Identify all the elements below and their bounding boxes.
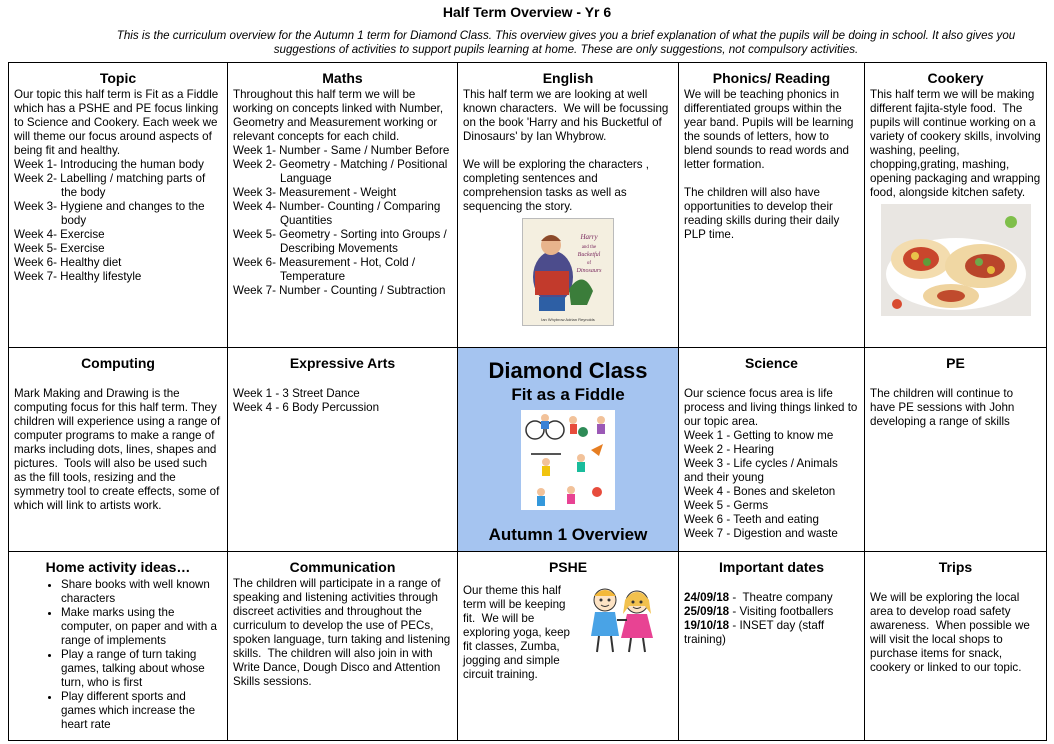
home-activity-list — [14, 578, 222, 732]
trips-heading: Trips — [938, 559, 973, 575]
topic-heading: Topic — [99, 70, 137, 86]
english-cell — [458, 63, 679, 348]
pshe-heading: PSHE — [548, 559, 588, 575]
pshe-text: Our theme this half term will be keeping fit. We will be exploring yoga, keep fit classes, Zumba, jogging and simple circuit training. — [463, 584, 574, 681]
trips-text: We will be exploring the local area to develop road safety awareness. When possible we will visit the local shops to purchase items for snack, cookery or linked to our topic. — [870, 591, 1034, 674]
svg-text:Dinosaurs: Dinosaurs — [576, 268, 602, 274]
date-row — [684, 591, 859, 605]
science-week: Week 5 - Germs — [684, 499, 769, 512]
home-activity-heading: Home activity ideas… — [45, 559, 191, 575]
topic-cell — [9, 63, 228, 348]
science-week: Week 7 - Digestion and waste — [684, 527, 838, 540]
phonics-cell — [679, 63, 865, 348]
communication-cell — [228, 552, 458, 741]
date-row — [684, 619, 859, 647]
date-event: - Theatre company — [729, 591, 833, 604]
pe-text: The children will continue to have PE sessions with John developing a range of skills — [870, 387, 1018, 428]
trips-cell — [865, 552, 1047, 741]
science-week: Week 6 - Teeth and eating — [684, 513, 819, 526]
maths-week: Week 1- Number - Same / Number Before — [233, 144, 450, 157]
class-name: Diamond Class — [488, 358, 648, 383]
maths-week: Week 2- Geometry - Matching / Positional Language — [233, 158, 448, 185]
cookery-cell — [865, 63, 1047, 348]
date-value: 19/10/18 — [684, 619, 730, 632]
cookery-heading: Cookery — [927, 70, 984, 86]
date-value: 24/09/18 — [684, 591, 730, 604]
maths-text: Throughout this half term we will be working on concepts linked with Number, Geometry and Measurement working or relevant concepts for each child. — [233, 88, 447, 143]
fajita-food-image — [881, 204, 1031, 316]
page-title: Half Term Overview - Yr 6 — [442, 4, 612, 20]
date-row — [684, 605, 859, 619]
topic-week: Week 7- Healthy lifestyle — [14, 270, 142, 283]
date-event: - Visiting footballers — [729, 605, 834, 618]
list-item: • Make marks using the computer, on paper and with a range of implements — [61, 606, 222, 648]
kids-activities-clipart — [521, 410, 615, 510]
science-text: Our science focus area is life process and living things linked to our topic area. — [684, 387, 861, 428]
date-value: 25/09/18 — [684, 605, 730, 618]
svg-text:of: of — [586, 261, 592, 266]
svg-text:Bucketful: Bucketful — [577, 252, 601, 258]
list-item: • Share books with well known characters — [61, 578, 222, 606]
expressive-arts-cell — [228, 348, 458, 552]
list-item: • Play different sports and games which increase the heart rate — [61, 690, 222, 732]
maths-heading: Maths — [322, 70, 363, 86]
maths-week: Week 4- Number- Counting / Comparing Quantities — [233, 200, 441, 227]
science-cell — [679, 348, 865, 552]
date-event: - INSET day (staff training) — [684, 619, 828, 646]
phonics-heading: Phonics/ Reading — [712, 70, 831, 86]
communication-text: The children will participate in a range of speaking and listening activities through discreet activities and throughout the curriculum to develop the use of PECs, spoken language, turn taking and listening skills. The children will also join in with Write Dance, Dough Disco and Attention Skills sessions. — [233, 577, 454, 688]
communication-heading: Communication — [289, 559, 396, 575]
english-text: We will be exploring the characters , completing sentences and comprehension tasks as well as sequencing the story. — [463, 158, 653, 213]
holding-hands-clipart — [581, 584, 661, 656]
science-heading: Science — [745, 355, 798, 371]
maths-cell — [228, 63, 458, 348]
pe-cell — [865, 348, 1047, 552]
english-heading: English — [542, 70, 594, 86]
svg-text:Harry: Harry — [580, 233, 598, 241]
expressive-arts-week: Week 4 - 6 Body Percussion — [233, 401, 380, 414]
maths-week: Week 7- Number - Counting / Subtraction — [233, 284, 446, 297]
topic-week: Week 5- Exercise — [14, 242, 105, 255]
science-week: Week 4 - Bones and skeleton — [684, 485, 836, 498]
english-text: This half term we are looking at well known characters. We will be focussing on the book 'Harry and his Bucketful of Dinosaurs' by Ian Whybrow. — [463, 88, 672, 143]
overview-grid — [8, 62, 1047, 741]
book-cover-image — [522, 218, 614, 326]
class-center-cell — [458, 348, 679, 552]
intro-text: This is the curriculum overview for the Autumn 1 term for Diamond Class. This overview gives you a brief explanation of what the pupils will be doing in school. It also gives you suggestions of activities to support pupils learning at home. These are only suggestions, not compulsory activities. — [116, 29, 1016, 56]
important-dates-cell — [679, 552, 865, 741]
svg-text:Ian Whybrow Adrian Reynolds: Ian Whybrow Adrian Reynolds — [541, 317, 595, 322]
maths-week: Week 3- Measurement - Weight — [233, 186, 397, 199]
science-week: Week 2 - Hearing — [684, 443, 774, 456]
science-week: Week 3 - Life cycles / Animals and their young — [684, 457, 842, 484]
important-dates-heading: Important dates — [718, 559, 824, 575]
expressive-arts-week: Week 1 - 3 Street Dance — [233, 387, 360, 400]
topic-week: Week 3- Hygiene and changes to the body — [14, 200, 205, 227]
phonics-text: We will be teaching phonics in differentiated groups within the year band. Pupils will be learning the sounds of letters, how to blend sounds to read words and letter formation. — [684, 88, 857, 171]
maths-week: Week 6- Measurement - Hot, Cold / Temperature — [233, 256, 416, 283]
computing-cell — [9, 348, 228, 552]
expressive-arts-heading: Expressive Arts — [289, 355, 396, 371]
computing-heading: Computing — [81, 355, 155, 371]
list-item: • Play a range of turn taking games, talking about whose turn, who is first — [61, 648, 222, 690]
topic-text: Our topic this half term is Fit as a Fiddle which has a PSHE and PE focus linking to Science and Cookery. Each week we will theme our focus around aspects of being fit and healthy. — [14, 88, 222, 157]
topic-week: Week 1- Introducing the human body — [14, 158, 204, 171]
svg-text:and the: and the — [581, 245, 597, 250]
maths-week: Week 5- Geometry - Sorting into Groups / Describing Movements — [233, 228, 447, 255]
cookery-text: This half term we will be making different fajita-style food. The pupils will continue working on a variety of cookery skills, involving washing, peeling, chopping,grating, mashing, opening packaging and wrapping food, alongside kitchen safety. — [870, 88, 1044, 199]
class-theme: Fit as a Fiddle — [511, 385, 625, 404]
home-activity-cell — [9, 552, 228, 741]
pshe-cell — [458, 552, 679, 741]
topic-week: Week 4- Exercise — [14, 228, 105, 241]
pe-heading: PE — [946, 355, 965, 371]
topic-week: Week 6- Healthy diet — [14, 256, 122, 269]
computing-text: Mark Making and Drawing is the computing focus for this half term. They children will experience using a range of computer programs to make a range of marks including dots, lines, shapes and pictures. Tools will also be used such as the fill tools, resizing and the symmetry tool to create effects, some of which will link to artists work. — [14, 387, 224, 512]
topic-week: Week 2- Labelling / matching parts of the body — [14, 172, 206, 199]
science-week: Week 1 - Getting to know me — [684, 429, 834, 442]
phonics-text: The children will also have opportunities to develop their reading skills during their daily PLP time. — [684, 186, 843, 241]
term-overview: Autumn 1 Overview — [488, 525, 648, 544]
